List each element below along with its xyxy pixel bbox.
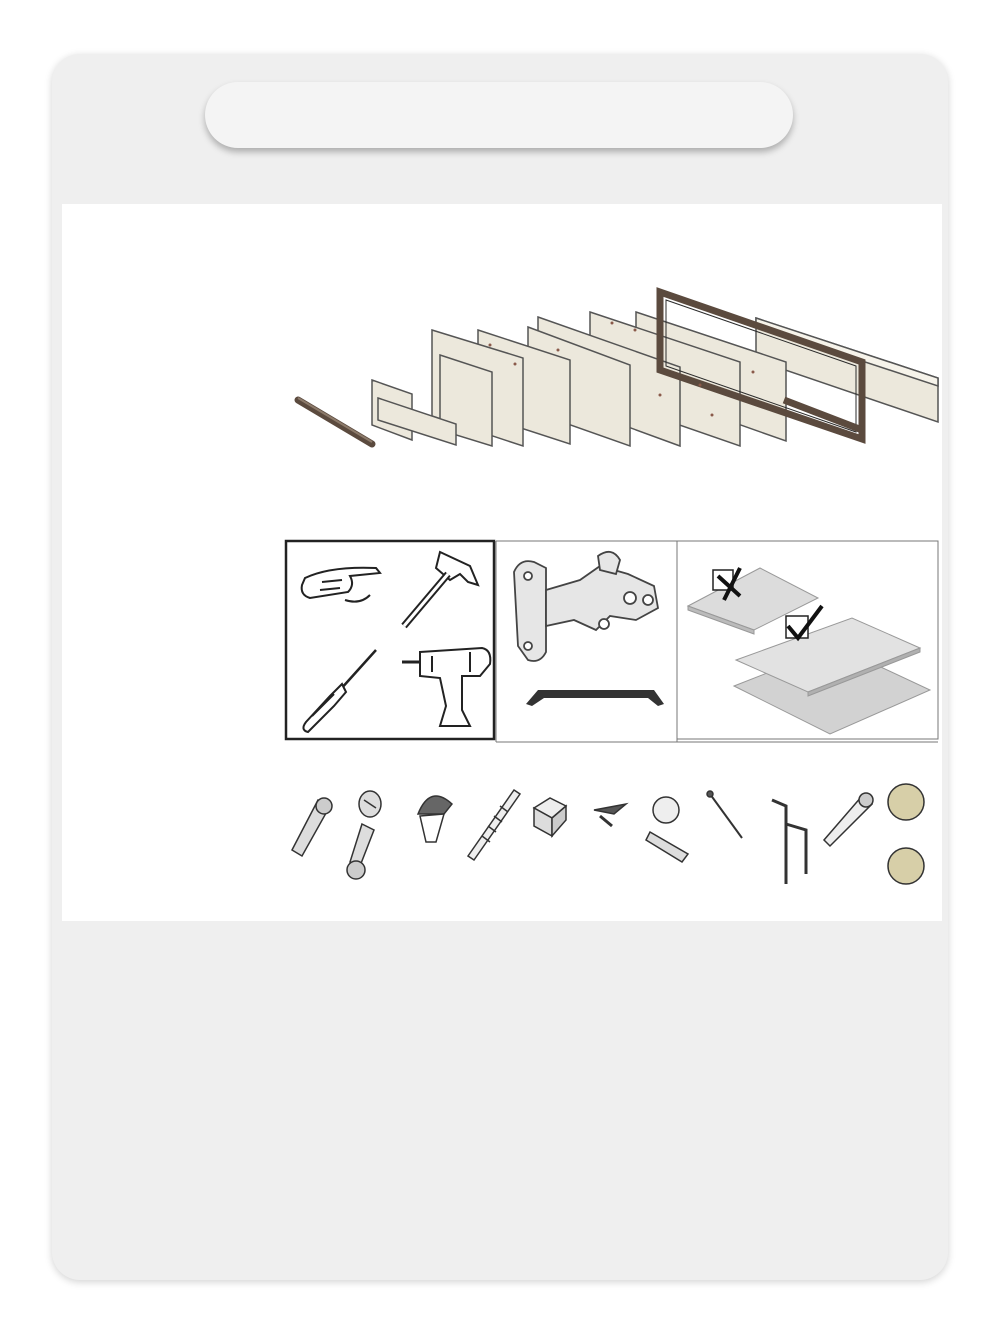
- cam-bolt-icon: [347, 824, 374, 879]
- confirmat-screw-icon: [468, 790, 520, 860]
- shelf-pin-cap-icon: [418, 796, 452, 842]
- hex-key-icon: [772, 800, 806, 884]
- nail-icon: [707, 791, 742, 838]
- cam-nut-icon: [359, 791, 381, 817]
- screw-icon: [824, 793, 873, 846]
- wood-screw-icon: [594, 804, 626, 826]
- shelf-support-icon: [534, 798, 566, 836]
- screw-cap-icon: [888, 784, 924, 884]
- tie-connector-icon: [646, 797, 688, 862]
- bolt-icon: [292, 798, 332, 856]
